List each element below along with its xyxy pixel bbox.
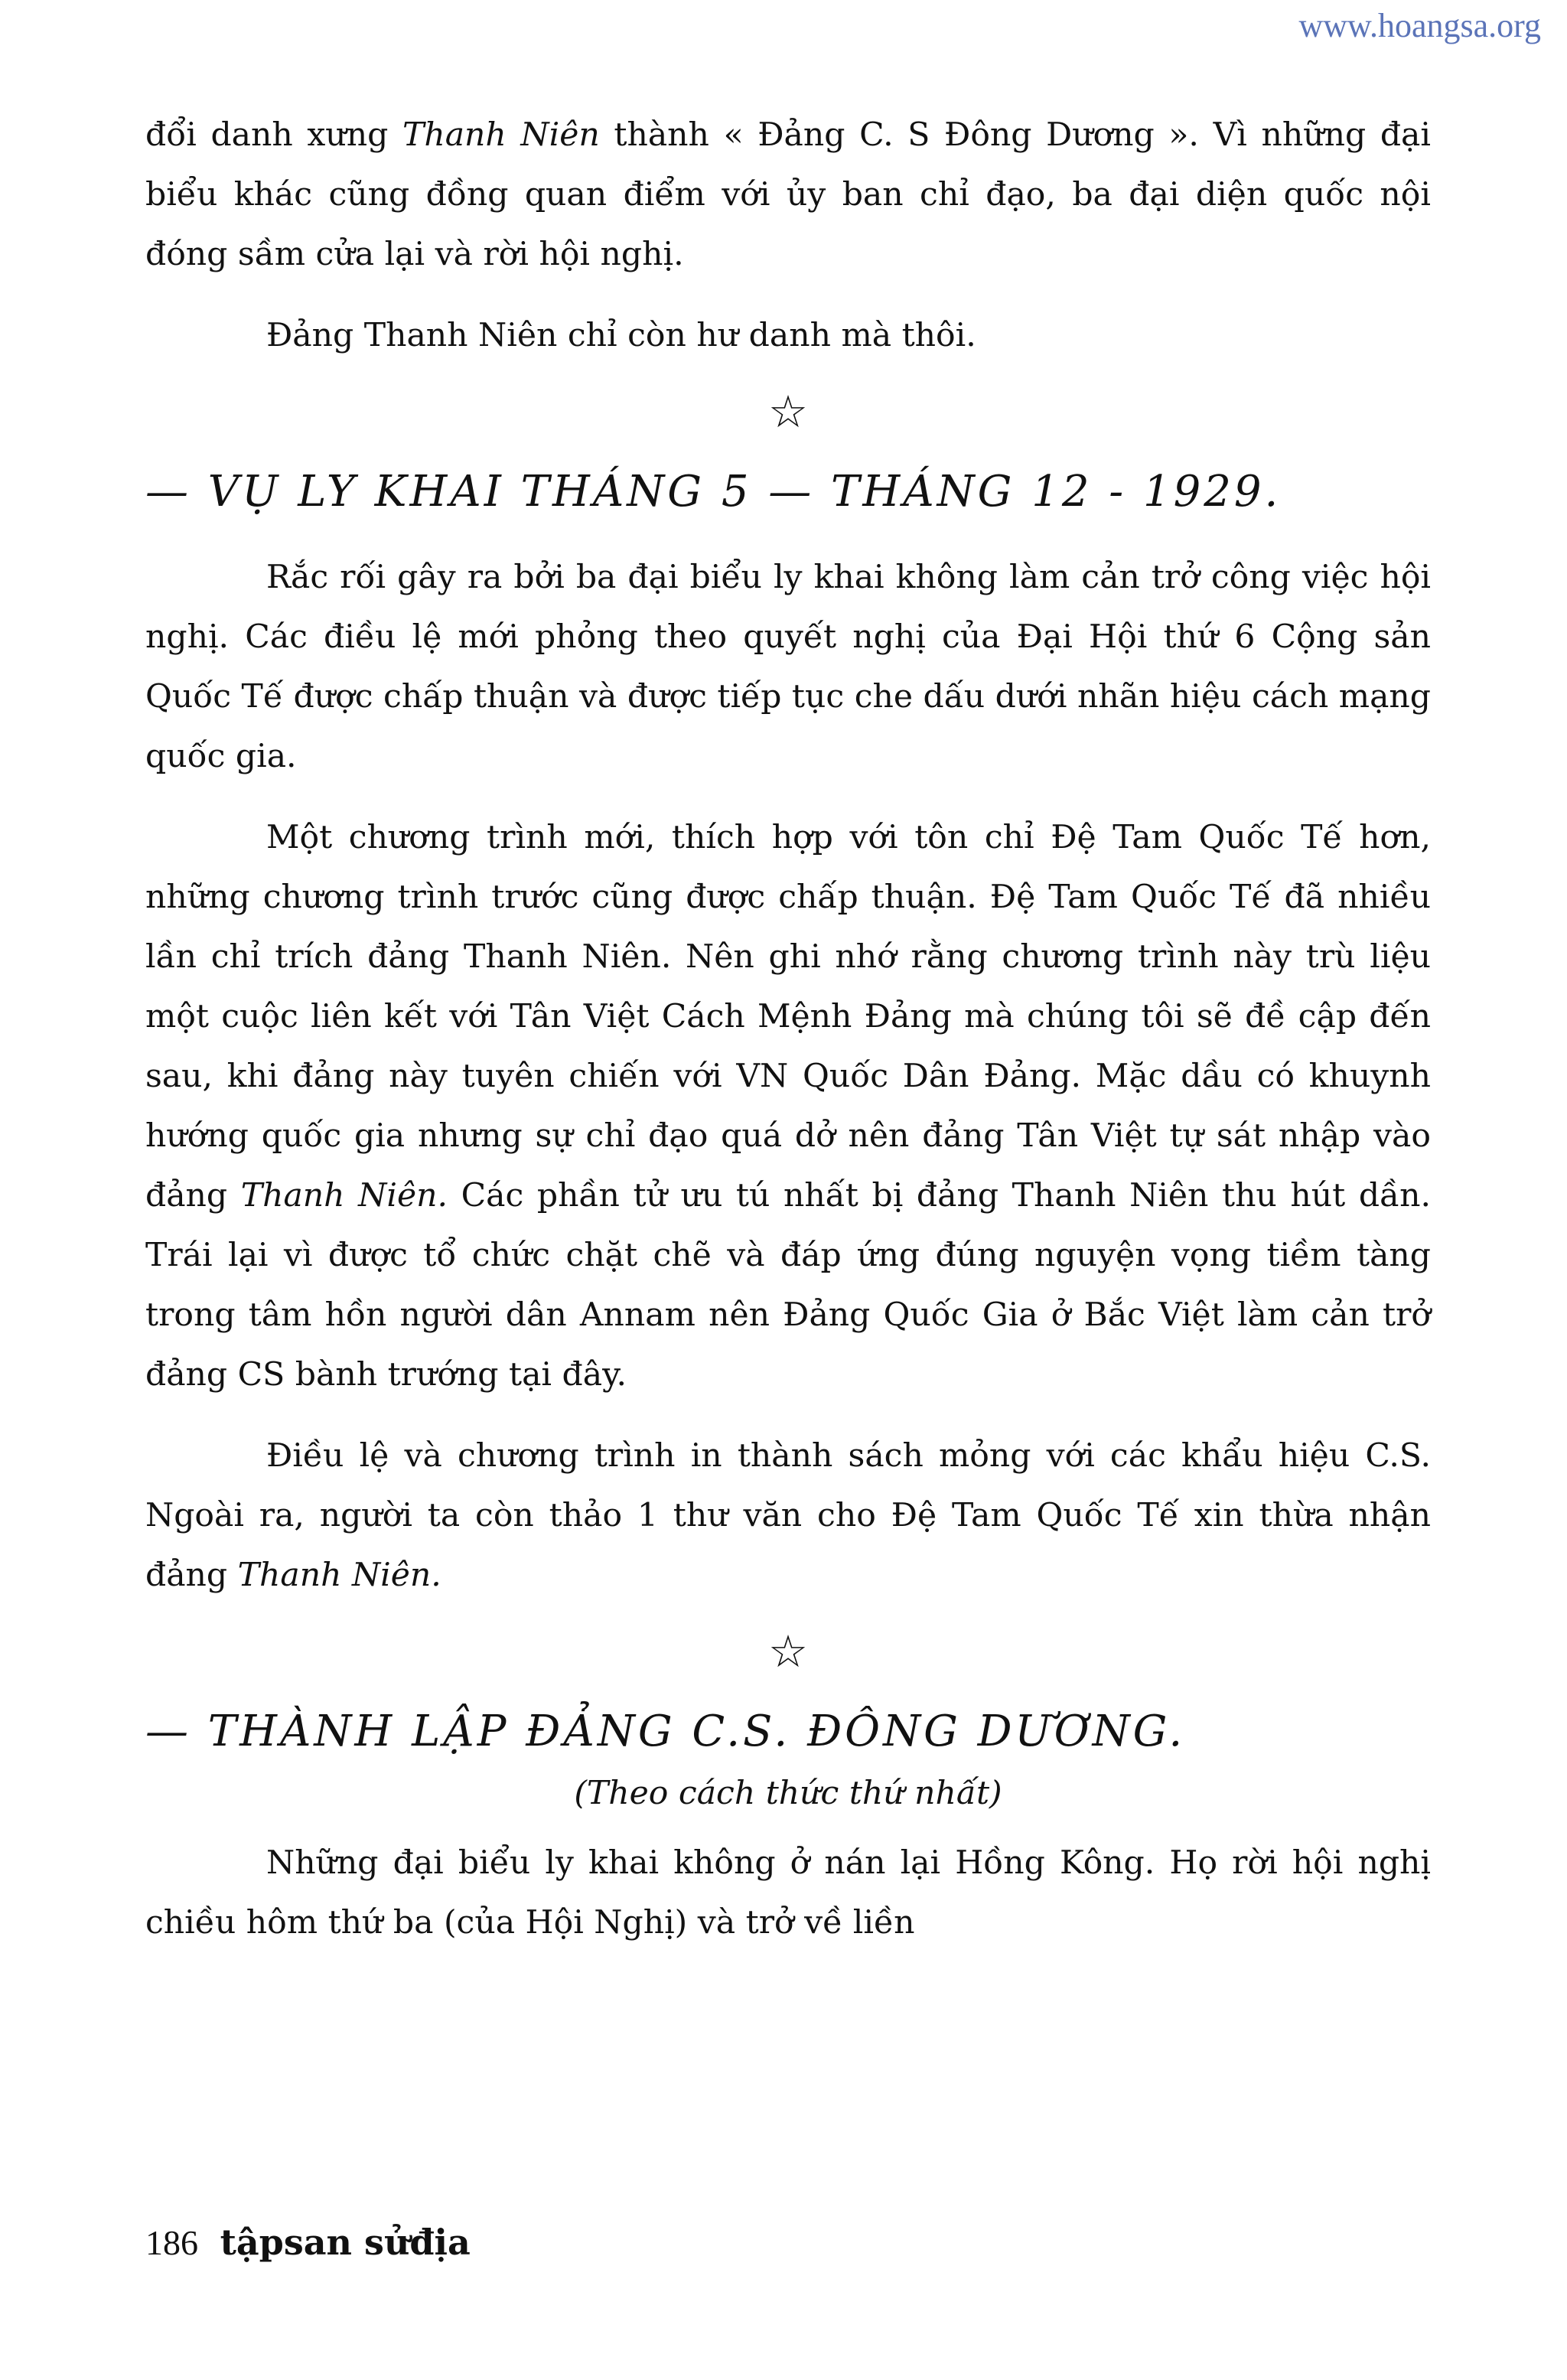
page-footer (145, 2219, 471, 2266)
p5-text-a: Điều lệ và chương trình in thành sách mỏng với các khẩu hiệu C.S. Ngoài ra, người ta còn thảo 1 thư văn cho Đệ Tam Quốc Tế xin thừa nhận đảng (145, 1437, 1431, 1594)
p1-italic-thanh-nien: Thanh Niên (402, 116, 600, 154)
p4-italic-thanh-nien: Thanh Niên. (240, 1177, 448, 1214)
paragraph-6: Những đại biểu ly khai không ở nán lại Hồng Kông. Họ rời hội nghị chiều hôm thứ ba (của Hội Nghị) và trở về liền (145, 1844, 1431, 1941)
paragraph-4 (145, 808, 1431, 1405)
star-divider-icon-2: ☆ (768, 1625, 808, 1677)
journal-name: tậpsan sửđịa (220, 2222, 471, 2263)
star-divider-icon: ☆ (768, 386, 808, 438)
paragraph-2: Đảng Thanh Niên chỉ còn hư danh mà thôi. (266, 317, 976, 354)
p4-text-a: Một chương trình mới, thích hợp với tôn chỉ Đệ Tam Quốc Tế hơn, những chương trình trước cũng được chấp thuận. Đệ Tam Quốc Tế đã nhiều lần chỉ trích đảng Thanh Niên. Nên ghi nhớ rằng chương trình này trù liệu một cuộc liên kết với Tân Việt Cách Mệnh Đảng mà chúng tôi sẽ đề cập đến sau, khi đảng này tuyên chiến với VN Quốc Dân Đảng. Mặc dầu có khuynh hướng quốc gia nhưng sự chỉ đạo quá dở nên đảng Tân Việt tự sát nhập vào đảng (145, 819, 1431, 1214)
paragraph-3: Rắc rối gây ra bởi ba đại biểu ly khai không làm cản trở công việc hội nghị. Các điều lệ mới phỏng theo quyết nghị của Đại Hội thứ 6 Cộng sản Quốc Tế được chấp thuận và được tiếp tục che dấu dưới nhãn hiệu cách mạng quốc gia. (145, 559, 1431, 775)
section-subheading: (Theo cách thức thứ nhất) (574, 1775, 1002, 1812)
page-body (145, 106, 1431, 1953)
section-heading-1: — VỤ LY KHAI THÁNG 5 — THÁNG 12 - 1929. (145, 467, 1282, 517)
p4-text-b: Các phần tử ưu tú nhất bị đảng Thanh Niên thu hút dần. Trái lại vì được tổ chức chặt chẽ và đáp ứng đúng nguyện vọng tiềm tàng trong tâm hồn người dân Annam nên Đảng Quốc Gia ở Bắc Việt làm cản trở đảng CS bành trướng tại đây. (145, 1177, 1431, 1394)
site-url[interactable]: www.hoangsa.org (1298, 7, 1541, 44)
paragraph-1 (145, 106, 1431, 285)
paragraph-5 (145, 1426, 1431, 1606)
section-heading-2: — THÀNH LẬP ĐẢNG C.S. ĐÔNG DƯƠNG. (145, 1707, 1186, 1756)
page-number: 186 (145, 2223, 198, 2262)
p1-text-a: đổi danh xưng (145, 116, 389, 154)
p5-italic-thanh-nien: Thanh Niên. (237, 1557, 441, 1594)
p1-text-b: thành « Đảng C. S Đông Dương ». Vì những đại biểu khác cũng đồng quan điểm với ủy ban chỉ đạo, ba đại diện quốc nội đóng sầm cửa lại và rời hội nghị. (145, 116, 1431, 273)
